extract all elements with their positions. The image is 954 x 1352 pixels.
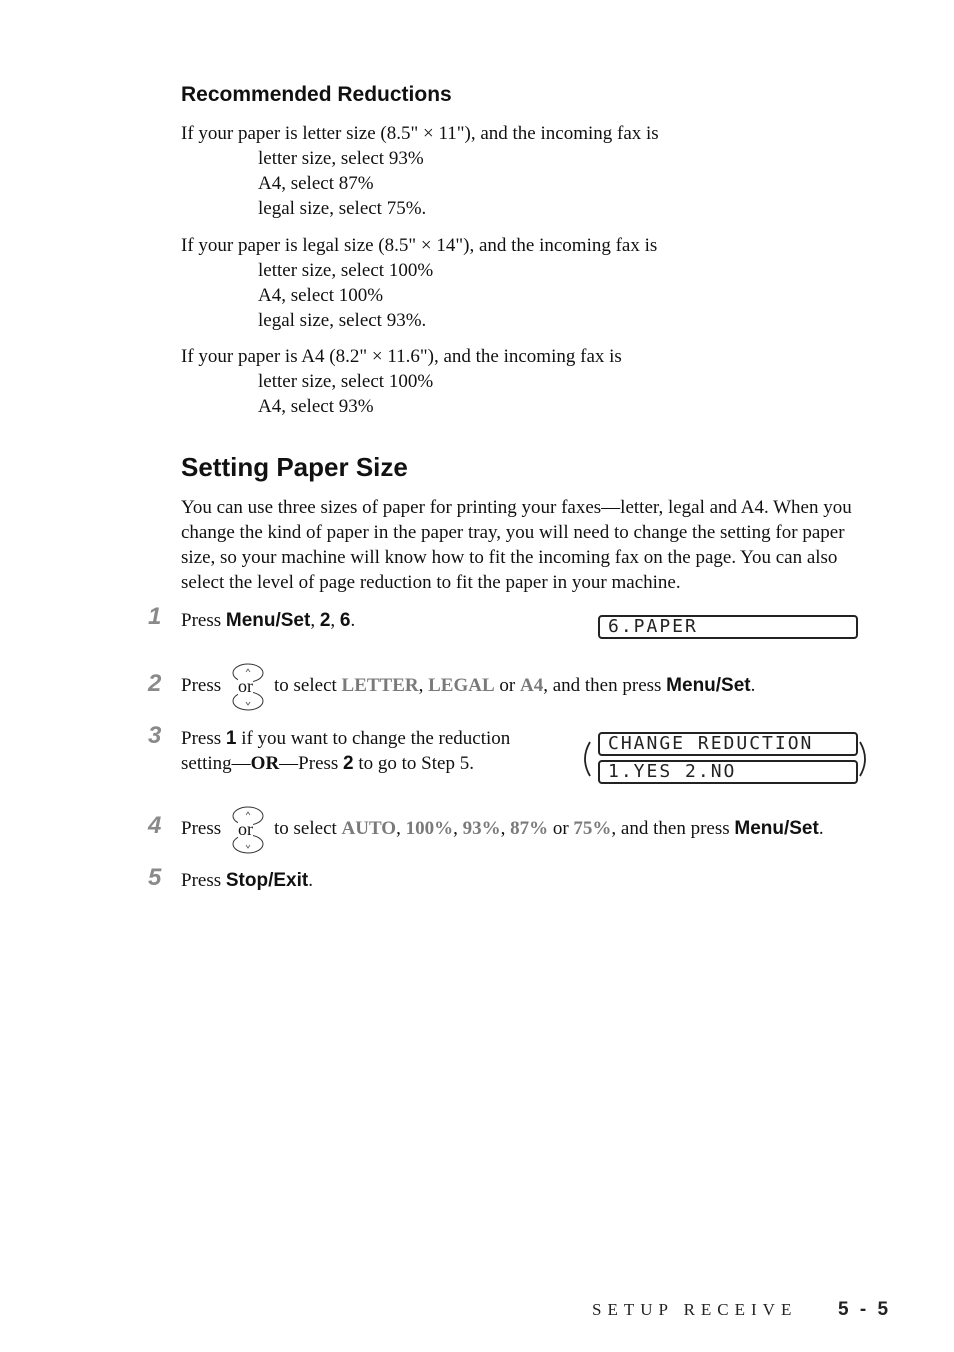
key-2: 2 bbox=[319, 610, 331, 631]
reduction-item: letter size, select 100% bbox=[258, 260, 434, 281]
step-text: setting— bbox=[181, 753, 251, 774]
separator: or bbox=[548, 818, 574, 839]
step-text: Press bbox=[181, 675, 222, 696]
reduction-item: letter size, select 100% bbox=[258, 371, 434, 392]
up-down-nav-button bbox=[231, 662, 265, 712]
key-1: 1 bbox=[225, 728, 237, 749]
reduction-item: legal size, select 93%. bbox=[258, 310, 427, 331]
step-5-text bbox=[181, 868, 313, 893]
reduction-item: A4, select 100% bbox=[258, 285, 384, 306]
step-number: 3 bbox=[148, 722, 162, 749]
step-number: 5 bbox=[148, 864, 162, 891]
period: . bbox=[308, 870, 313, 891]
reduction-item: A4, select 87% bbox=[258, 173, 374, 194]
reduction-item: A4, select 93% bbox=[258, 396, 374, 417]
reduction-item: legal size, select 75%. bbox=[258, 198, 427, 219]
step-text: —Press bbox=[279, 753, 344, 774]
or-label: or bbox=[238, 819, 253, 839]
separator: , bbox=[500, 818, 511, 839]
step-1-text bbox=[181, 608, 355, 633]
step-text: to go to Step 5. bbox=[353, 753, 474, 774]
key-menu-set: Menu/Set bbox=[225, 610, 311, 631]
period: . bbox=[350, 610, 356, 631]
key-menu-set: Menu/Set bbox=[666, 675, 751, 696]
step-text: Press bbox=[181, 818, 222, 839]
key-2: 2 bbox=[343, 753, 354, 774]
key-stop-exit: Stop/Exit bbox=[225, 870, 309, 891]
lcd-screen-paper: 6.PAPER bbox=[598, 615, 858, 639]
separator: , bbox=[418, 675, 429, 696]
key-menu-set: Menu/Set bbox=[734, 818, 819, 839]
section-heading-reductions: Recommended Reductions bbox=[181, 83, 452, 106]
step-text: to select bbox=[274, 675, 342, 696]
separator: , bbox=[310, 610, 320, 631]
option-legal: LEGAL bbox=[428, 675, 495, 696]
reduction-intro-legal: If your paper is legal size (8.5" × 14"), and the incoming fax is bbox=[181, 235, 658, 256]
page-number: 5 - 5 bbox=[838, 1299, 892, 1320]
step-number: 1 bbox=[148, 603, 162, 630]
option-87: 87% bbox=[510, 818, 549, 839]
option-75: 75% bbox=[573, 818, 612, 839]
option-a4: A4 bbox=[519, 675, 544, 696]
footer-section-title: SETUP RECEIVE bbox=[592, 1300, 798, 1319]
reduction-intro-a4: If your paper is A4 (8.2" × 11.6"), and the incoming fax is bbox=[181, 346, 622, 367]
paper-size-description: You can use three sizes of paper for printing your faxes—letter, legal and A4. When you change the kind of paper in the paper tray, you will need to change the setting for paper size, so your machine will know how to fit the incoming fax on the page. You can also select the level of page reduction to fit the paper in your machine. bbox=[181, 497, 852, 593]
step-2-text bbox=[274, 673, 755, 698]
option-auto: AUTO bbox=[341, 818, 397, 839]
section-heading-paper-size: Setting Paper Size bbox=[181, 452, 408, 482]
period: . bbox=[818, 818, 824, 839]
step-number: 4 bbox=[148, 812, 162, 839]
step-number: 2 bbox=[148, 670, 162, 697]
lcd-screen-change-reduction: CHANGE REDUCTION bbox=[598, 732, 858, 756]
separator: or bbox=[494, 675, 520, 696]
step-3-line-1 bbox=[181, 726, 510, 751]
key-6: 6 bbox=[339, 610, 351, 631]
step-text: Press bbox=[181, 610, 226, 631]
or-label: or bbox=[238, 676, 253, 696]
step-text: , and then press bbox=[543, 675, 667, 696]
option-100: 100% bbox=[405, 818, 454, 839]
option-93: 93% bbox=[462, 818, 501, 839]
separator: , bbox=[453, 818, 463, 839]
step-4-text bbox=[274, 816, 824, 841]
separator: , bbox=[396, 818, 406, 839]
reduction-item: letter size, select 93% bbox=[258, 148, 424, 169]
period: . bbox=[750, 675, 756, 696]
step-text: if you want to change the reduction bbox=[236, 728, 511, 749]
step-text: Press bbox=[181, 728, 226, 749]
step-3-line-2 bbox=[181, 751, 474, 776]
up-down-nav-button bbox=[231, 805, 265, 855]
step-text: Press bbox=[181, 870, 226, 891]
option-letter: LETTER bbox=[341, 675, 419, 696]
lcd-screen-yes-no: 1.YES 2.NO bbox=[598, 760, 858, 784]
step-text: to select bbox=[274, 818, 342, 839]
separator: , bbox=[330, 610, 340, 631]
reduction-intro-letter: If your paper is letter size (8.5" × 11"), and the incoming fax is bbox=[181, 123, 659, 144]
or-emphasis: OR bbox=[250, 753, 280, 774]
step-text: , and then press bbox=[611, 818, 735, 839]
